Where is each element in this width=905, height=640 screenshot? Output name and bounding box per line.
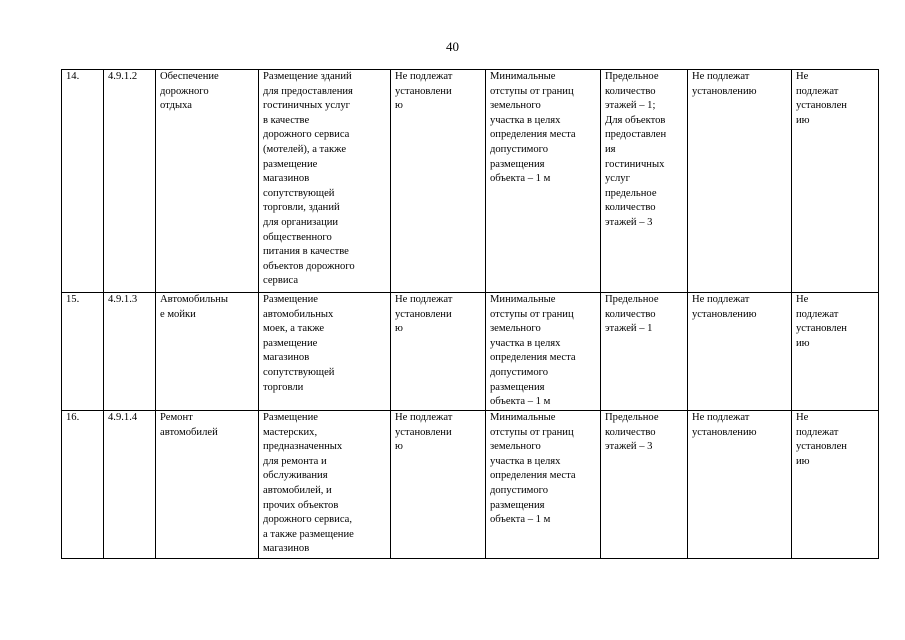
other-params-cell: Не подлежат установлен ию	[792, 70, 879, 293]
use-name-cell: Автомобильны е мойки	[156, 293, 259, 411]
use-name-cell: Обеспечение дорожного отдыха	[156, 70, 259, 293]
other-params-cell: Не подлежат установлен ию	[792, 411, 879, 559]
floors-cell: Предельное количество этажей – 1; Для объектов предоставлен ия гостиничных услуг предельное количество этажей – 3	[601, 70, 688, 293]
floors-cell: Предельное количество этажей – 1	[601, 293, 688, 411]
use-description-cell: Размещение зданий для предоставления гостиничных услуг в качестве дорожного сервиса (мотелей), а также размещение магазинов сопутствующей торговли, зданий для организации общественного питания в качестве объектов дорожного сервиса	[259, 70, 391, 293]
row-number-cell: 15.	[62, 293, 104, 411]
setbacks-cell: Минимальные отступы от границ земельного участка в целях определения места допустимого размещения объекта – 1 м	[486, 411, 601, 559]
page-number: 40	[446, 39, 459, 54]
coverage-cell: Не подлежат установлению	[688, 293, 792, 411]
regulations-table	[61, 69, 879, 559]
min-area-cell: Не подлежат установлени ю	[391, 411, 486, 559]
row-number-cell: 14.	[62, 70, 104, 293]
use-name-cell: Ремонт автомобилей	[156, 411, 259, 559]
other-params-cell: Не подлежат установлен ию	[792, 293, 879, 411]
setbacks-cell: Минимальные отступы от границ земельного участка в целях определения места допустимого размещения объекта – 1 м	[486, 293, 601, 411]
use-code-cell: 4.9.1.4	[104, 411, 156, 559]
table-row	[62, 293, 879, 411]
use-code-cell: 4.9.1.3	[104, 293, 156, 411]
use-description-cell: Размещение автомобильных моек, а также размещение магазинов сопутствующей торговли	[259, 293, 391, 411]
min-area-cell: Не подлежат установлени ю	[391, 70, 486, 293]
coverage-cell: Не подлежат установлению	[688, 411, 792, 559]
table-row	[62, 411, 879, 559]
min-area-cell: Не подлежат установлени ю	[391, 293, 486, 411]
use-code-cell: 4.9.1.2	[104, 70, 156, 293]
setbacks-cell: Минимальные отступы от границ земельного участка в целях определения места допустимого размещения объекта – 1 м	[486, 70, 601, 293]
coverage-cell: Не подлежат установлению	[688, 70, 792, 293]
use-description-cell: Размещение мастерских, предназначенных для ремонта и обслуживания автомобилей, и прочих объектов дорожного сервиса, а также размещение магазинов	[259, 411, 391, 559]
table-row	[62, 70, 879, 293]
row-number-cell: 16.	[62, 411, 104, 559]
floors-cell: Предельное количество этажей – 3	[601, 411, 688, 559]
